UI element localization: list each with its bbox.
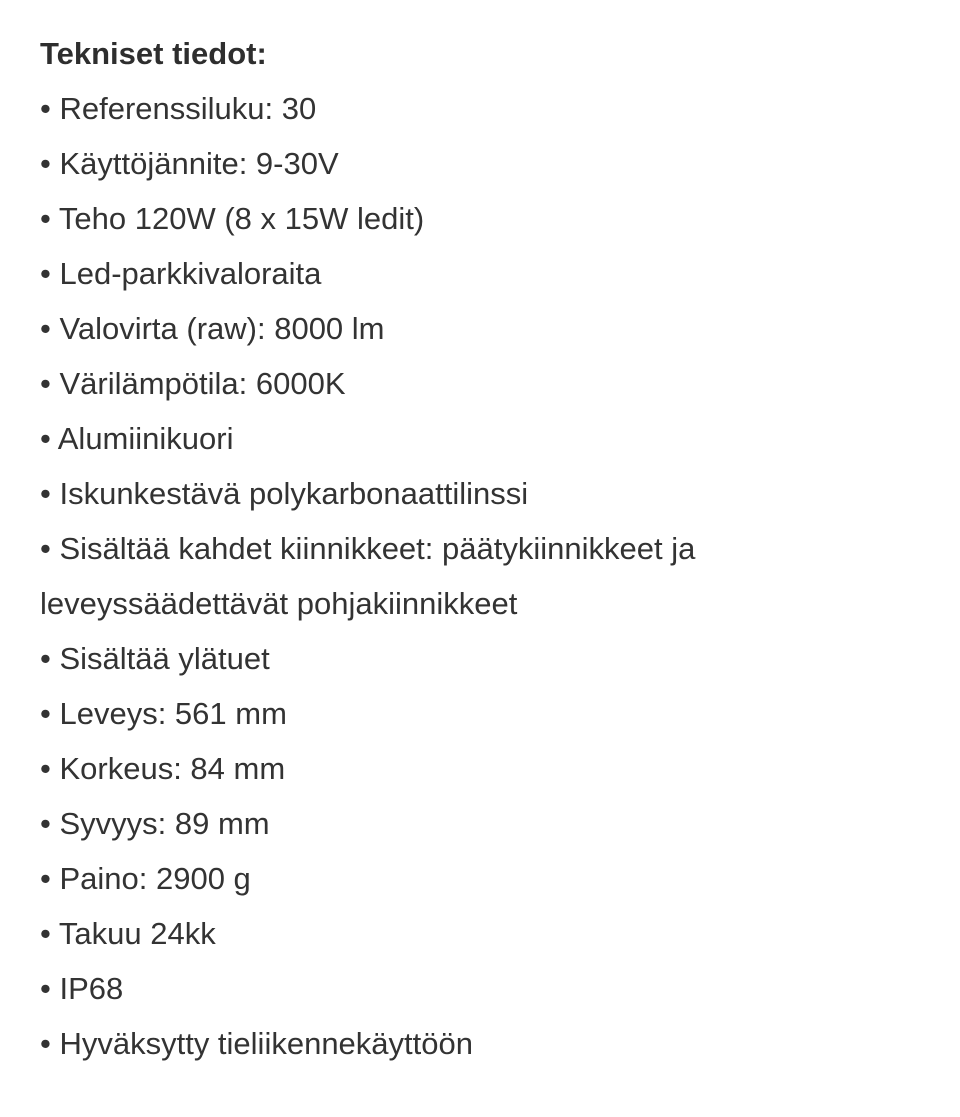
spec-item-polycarbonate-lens: • Iskunkestävä polykarbonaattilinssi [40, 476, 529, 511]
spec-item-warranty: • Takuu 24kk [40, 916, 216, 951]
spec-item-mounting-brackets: • Sisältää kahdet kiinnikkeet: päätykiinnikkeet ja leveyssäädettävät pohjakiinnikkeet [40, 531, 696, 621]
spec-item-road-approved: • Hyväksytty tieliikennekäyttöön [40, 1026, 473, 1061]
spec-item-weight: • Paino: 2900 g [40, 861, 251, 896]
spec-item-power: • Teho 120W (8 x 15W ledit) [40, 201, 425, 236]
spec-item-luminous-flux: • Valovirta (raw): 8000 lm [40, 311, 385, 346]
spec-item-aluminum-housing: • Alumiinikuori [40, 421, 234, 456]
spec-item-ip-rating: • IP68 [40, 971, 124, 1006]
spec-item-led-parking-light: • Led-parkkivaloraita [40, 256, 322, 291]
spec-item-operating-voltage: • Käyttöjännite: 9-30V [40, 146, 339, 181]
spec-item-top-supports: • Sisältää ylätuet [40, 641, 270, 676]
spec-item-depth: • Syvyys: 89 mm [40, 806, 270, 841]
spec-item-height: • Korkeus: 84 mm [40, 751, 286, 786]
spec-item-reference-number: • Referenssiluku: 30 [40, 91, 317, 126]
spec-item-color-temperature: • Värilämpötila: 6000K [40, 366, 346, 401]
section-title: Tekniset tiedot: [40, 36, 267, 71]
spec-item-width: • Leveys: 561 mm [40, 696, 287, 731]
